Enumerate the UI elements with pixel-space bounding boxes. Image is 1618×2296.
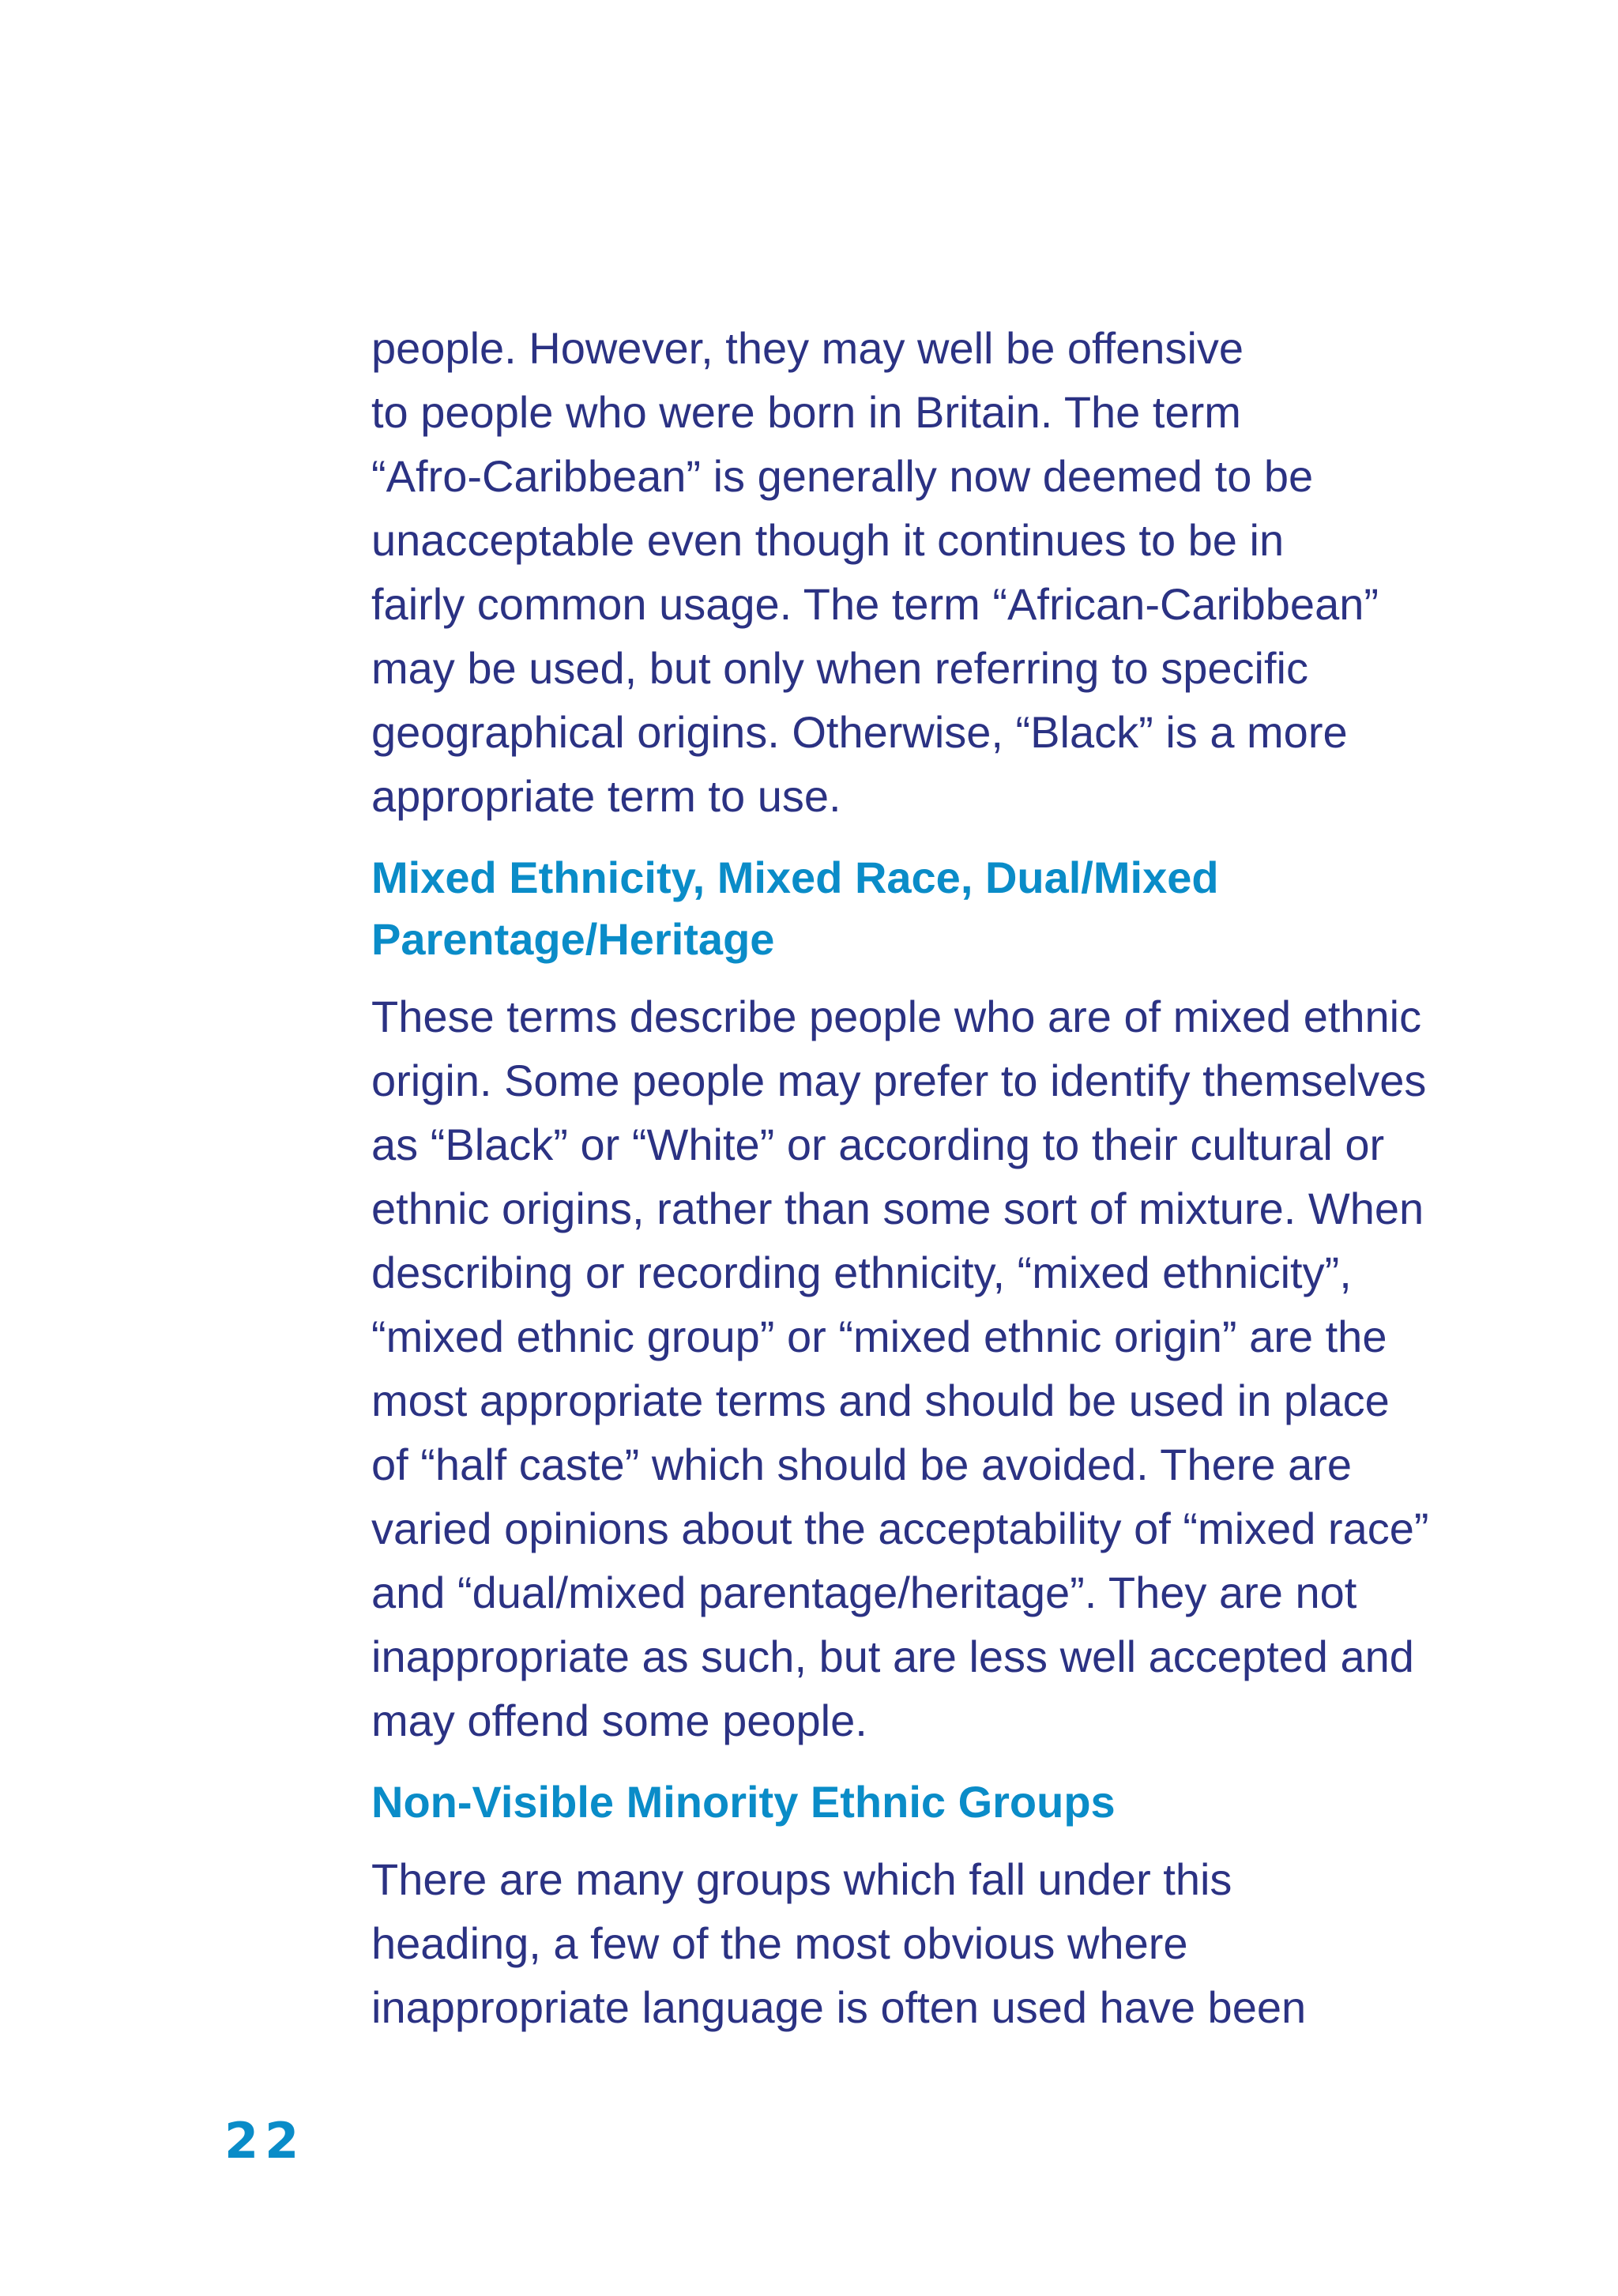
section-heading-mixed-ethnicity: [371, 847, 1462, 970]
text-line: as “Black” or “White” or according to their cultural or: [371, 1120, 1385, 1169]
paragraph-non-visible-minority: [371, 1847, 1462, 2039]
text-line: may be used, but only when referring to specific: [371, 643, 1308, 693]
text-line: describing or recording ethnicity, “mixed ethnicity”,: [371, 1248, 1352, 1297]
text-line: There are many groups which fall under this: [371, 1854, 1232, 1904]
paragraph-black-terms: [371, 316, 1462, 828]
page-number: 22: [224, 2112, 306, 2170]
text-line: ethnic origins, rather than some sort of mixture. When: [371, 1184, 1424, 1233]
text-line: heading, a few of the most obvious where: [371, 1918, 1188, 1968]
text-line: may offend some people.: [371, 1696, 867, 1745]
page-content: [371, 316, 1462, 2039]
text-line: inappropriate as such, but are less well accepted and: [371, 1632, 1414, 1681]
text-line: origin. Some people may prefer to identify themselves: [371, 1056, 1427, 1105]
heading-line: Non-Visible Minority Ethnic Groups: [371, 1777, 1116, 1827]
text-line: geographical origins. Otherwise, “Black” is a more: [371, 707, 1348, 757]
text-line: “Afro-Caribbean” is generally now deemed to be: [371, 451, 1314, 501]
text-line: “mixed ethnic group” or “mixed ethnic origin” are the: [371, 1312, 1387, 1361]
text-line: and “dual/mixed parentage/heritage”. They are not: [371, 1568, 1357, 1617]
text-line: to people who were born in Britain. The term: [371, 387, 1241, 437]
text-line: unacceptable even though it continues to be in: [371, 515, 1285, 565]
text-line: varied opinions about the acceptability of “mixed race”: [371, 1504, 1429, 1553]
text-line: appropriate term to use.: [371, 771, 841, 821]
text-line: inappropriate language is often used have been: [371, 1982, 1307, 2032]
paragraph-mixed-ethnicity: [371, 984, 1462, 1752]
heading-line: Parentage/Heritage: [371, 914, 775, 964]
section-heading-non-visible-minority: [371, 1771, 1462, 1833]
heading-line: Mixed Ethnicity, Mixed Race, Dual/Mixed: [371, 853, 1219, 902]
text-line: most appropriate terms and should be used in place: [371, 1376, 1390, 1425]
text-line: fairly common usage. The term “African-Caribbean”: [371, 579, 1379, 629]
text-line: These terms describe people who are of mixed ethnic: [371, 992, 1422, 1041]
text-line: of “half caste” which should be avoided. There are: [371, 1440, 1353, 1489]
text-line: people. However, they may well be offensive: [371, 323, 1244, 373]
